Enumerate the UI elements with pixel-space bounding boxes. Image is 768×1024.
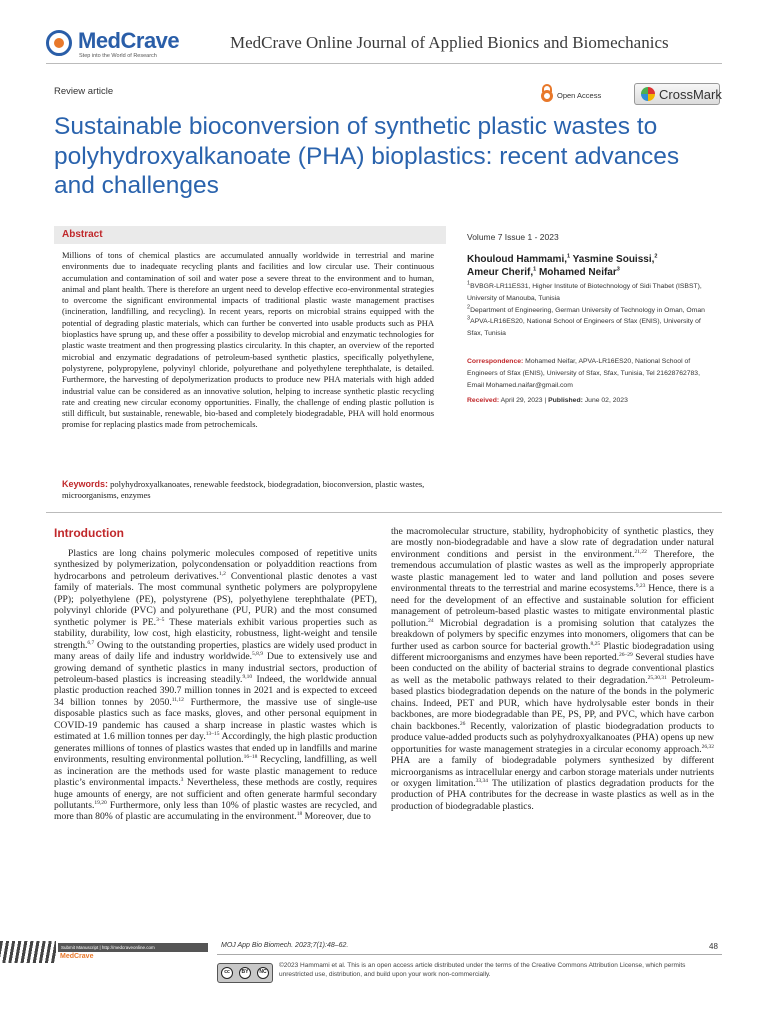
footer-bar [0,941,768,963]
author-name[interactable]: Mohamed Neifar [536,267,617,278]
body-column-left-text: Due to extensively use and growing demand of synthetic plastics in many industrial sectors, production of petroleum-based plastics is increasing steadily. [54,651,377,685]
citation-reference[interactable]: 19,20 [94,799,107,806]
body-column-left-text: Conventional plastic denotes a vast family of materials. The most communal synthetic polymers are polypropylene (PP); polyethylene (PE), polystyrene (PS), polyethylene terephthalate (PET), polyvinyl chloride (PVC) and polyurethane (PU, PUR) and the most consumed synthetic polymer is PE. [54,570,377,628]
author-list [467,253,717,279]
affiliation-text: APVA-LR16ES20, National School of Engineers of Sfax (ENIS), University of Sfax, Tunisia [467,318,701,338]
body-column-left-text: Recycling, landfilling, as well as incineration are the methods used for waste plastic management to reduce plastic’s environmental impacts. [54,754,377,789]
body-column-right-text: The utilization of plastics degradation products for the production of PHA contributes for the decrease in waste plastics as well as in the production of biodegradable plastics. [391,777,715,812]
abstract-text: Millions of tons of chemical plastics are accumulated annually worldwide in terrestrial and marine environments due to inadequate recycling plants and facilities and low circular use. Their continuous accumulation and contamination of soil and water pose a severe threat to the environment and to human, animal and plant health. There is therefore an urgent need to develop effective eco-environmental strategies to overcome the significant environmental impacts of traditional plastic waste management practises (incineration, landfilling, and recycling). In recent years, reports on microbial strains equipped with the potential of degrading plastic materials, which can further be converted into usable products such as PHA bioplastics have sprung up, and these offer a possibility to develop microbial and enzymatic technologies for plastic waste treatment and then progressing plastics circularity. In this chapter, an overview of the reported microbial and enzymatic degradations of petroleum-based synthetic plastics, specifically polyethylene, polystyrene, polypropylene, polyvinyl chloride, polyurethane and polyethylene terephthalate, is detailed. Furthermore, the harvesting of depolymerization products to produce new PHA materials with high added industrial value can be considered as an innovative solution, helping to increase synthetic plastic recycling rate and creating new circular economy opportunities. Finally, the challenge of ending plastic pollution is still difficult, but sustainable, renewable, bio-based and completely biodegradable, PHA will hold enormous promise for replacing plastics made from petrochemicals. [62,250,434,430]
author-affiliation-number: 1 [533,266,537,273]
body-column-left-text: Nevertheless, these methods are costly, requires huge amounts of energy, are not sufficient and often generate harmful secondary pollutants. [54,777,377,811]
citation-reference[interactable]: 25,30,31 [647,674,667,681]
body-column-left [54,548,377,823]
correspondence [467,356,717,391]
citation-reference[interactable]: 1,2 [218,570,226,577]
published-date: June 02, 2023 [582,397,628,404]
introduction-heading: Introduction [54,526,124,540]
crossmark-icon [641,87,655,101]
affiliation-text: Department of Engineering, German University of Technology in Oman, Oman [470,306,705,314]
keywords-label: Keywords: [62,479,109,489]
correspondence-text[interactable]: Mohamed Neifar, APVA-LR16ES20, National School of Engineers of Sfax (ENIS), University of Sfax, Sfax, Tunisia, Tel 21628762783, Email Mohamed.naifar@gmail.com [467,358,700,389]
body-column-right-text: Recently, valorization of plastic biodegradation products to produce value-added products such as polyhydroxyalkanoates (PHA) opens up new opportunities for waste management strategies in a circular economy approach. [391,720,715,755]
received-date: April 29, 2023 | [499,397,549,404]
medcrave-logo-icon [46,30,72,56]
body-column-left-text: Plastics are long chains polymeric molecules composed of repetitive units synthesized by polymerization, polycondensation or polyaddition reactions from hydrocarbons and petroleum derivatives. [54,548,377,582]
journal-name[interactable]: MedCrave Online Journal of Applied Bionics and Biomechanics [230,33,669,52]
body-column-right-text: Petroleum-based plastics biodegradation depends on the nature of the bonds in the polymeric chains. Indeed, PET and PUR, which have hydrolysable ester bonds in their backbones, are more biodegradable than PE, PS, PP, and PVC, which have carbon chain backbones. [391,674,714,732]
body-column-right-text: Microbial degradation is a promising solution that catalyzes the breakdown of polymers by specific enzymes into monomers, oligomers that can be further used as carbon source for bacterial growth. [391,617,714,652]
citation-reference[interactable]: 26 [459,720,466,727]
license-text: ©2023 Hammami et al. This is an open access article distributed under the terms of the Creative Commons Attribution License, which permits unrestricted use, distribution, and build upon your work non-commercially. [279,962,686,978]
citation-reference[interactable]: 5,8,9 [252,650,264,657]
citation-reference[interactable]: 13–15 [205,731,220,738]
published-label: Published: [548,397,583,404]
affiliation-item [467,281,717,305]
crossmark-button[interactable] [634,83,720,105]
citation-reference[interactable]: 16–18 [243,753,258,760]
citation-reference[interactable]: 26,32 [701,743,714,750]
affiliation-item [467,305,717,317]
body-column-right-text: Several studies have been conducted on the ability of bacterial strains to degrade conventional plastics as well as the metabolic pathways related to their degradation. [391,651,714,686]
footer-divider [217,954,722,955]
cc-nc-icon: NC [257,967,269,979]
body-column-left-text: Furthermore, the massive use of single-use disposable plastics such as face masks, gloves, and other personal equipment in COVID-19 pandemic has caused a sharp increase in plastic wastes which is estimated at 1.6 million tonnes per day. [54,696,377,743]
citation-reference[interactable]: 8,25 [590,640,601,647]
citation-reference[interactable]: 9,10 [242,673,253,680]
body-column-left-text: Moreover, due to [302,811,371,823]
author-affiliation-number: 1 [567,253,571,260]
citation-reference[interactable]: 6,7 [87,639,95,646]
author-affiliation-number: 2 [654,253,658,260]
header-divider [46,63,722,64]
crossmark-label: CrossMark [659,87,722,102]
author-affiliation-number: 3 [616,266,620,273]
section-divider [46,512,722,513]
citation-reference[interactable]: 18 [296,811,303,818]
cc-by-icon: BY [239,967,251,979]
citation-reference[interactable]: 24 [428,617,434,624]
affiliations [467,281,717,340]
body-column-left-text: Accordingly, the high plastic production generates millions of tonnes of plastics wastes that ended up in landfills and marine environments, resulting environmental pollution. [54,731,378,766]
article-dates [467,397,717,404]
page-number: 48 [709,942,718,951]
open-access-label: Open Access [557,91,602,100]
body-column-right [391,526,714,812]
cc-icon: cc [221,967,233,979]
body-column-left-text: These materials exhibit various properties such as stability, durability, low cost, high elasticity, robustness, light-weight and tensile strength. [54,616,378,651]
author-name[interactable]: Khoulоud Hammami, [467,254,568,265]
affiliation-text: BVBGR-LR11ES31, Higher Institute of Biotechnology of Sidi Thabet (ISBST), University of Manouba, Tunisia [467,283,702,302]
citation-reference[interactable]: 26–29 [619,651,633,658]
citation-reference[interactable]: 33,34 [475,777,488,784]
citation-reference[interactable]: 9,23 [635,583,646,590]
abstract-heading: Abstract [62,229,103,240]
citation-reference[interactable]: 21,22 [634,548,647,555]
body-column-right-text: PHA are a family of biodegradable polymers synthesized by different microorganisms as intracellular energy and carbon storage materials under nutrients or oxygen limitation. [391,755,714,789]
citation: MOJ App Bio Biomech. 2023;7(1):48‒62. [221,942,349,949]
article-title: Sustainable bioconversion of synthetic plastic wastes to polyhydroxyalkanoate (PHA) bioplastics: recent advances and challenges [54,113,680,199]
author-name[interactable]: Ameur Cherif, [467,267,534,278]
author-name[interactable]: Yasmine Souissi, [570,254,655,265]
affiliation-number: 1 [467,280,471,287]
body-column-right-text: Hence, there is a need for the development of an effective and sustainable solution for efficient management of petroleum-based plastic wastes to mitigate environmental plastic pollution. [391,583,715,629]
logo-name: MedCrave [78,28,180,53]
body-column-right-text: the macromolecular structure, stability, hydrophobicity of synthetic plastics, they are mostly non-biodegradable and have a slow rate of degradation under natural environment conditions and persist in the environment. [391,526,714,560]
body-column-left-text: Indeed, the worldwide annual plastic production reached 390.7 million tonnes in 2021 and is expected to exceed 34 billion tonnes by 2050. [54,673,377,708]
correspondence-label: Correspondence: [467,358,524,365]
body-column-right-text: Therefore, the tremendous accumulation of plastic wastes as well as the improperly appropriate waste plastic management led to water and land pollution and poses severe environmental threats to the terrestrial and marine ecosystems. [391,548,714,595]
keywords [62,479,438,501]
submit-manuscript-link[interactable]: Submit Manuscript | http://medcraveonline.com [58,943,208,952]
footer-stripes [0,941,56,963]
affiliation-item [467,316,717,340]
citation-reference[interactable]: 3 [180,776,184,783]
received-label: Received: [467,397,500,404]
logo-tagline: Step into the World of Research [79,53,157,59]
body-column-left-text: Furthermore, only less than 10% of plastic wastes are recycled, and more than 80% of plastic are accumulating in the environment. [54,799,377,823]
volume-issue: Volume 7 Issue 1 - 2023 [467,232,559,242]
citation-reference[interactable]: 11,12 [171,696,184,703]
keywords-list: polyhydroxyalkanoates, renewable feedstock, biodegradation, bioconversion, plastic wastes, microorganisms, enzymes [62,479,425,500]
abstract-header-bar [54,226,446,244]
body-column-left-text: Owing to the outstanding properties, plastics are widely used product in many areas of daily life and industry worldwide. [54,639,377,663]
affiliation-number: 2 [467,304,471,311]
article-type: Review article [54,86,114,97]
body-column-right-text: Plastic biodegradation using different microorganisms and enzymes have been reported. [391,640,714,663]
citation-reference[interactable]: 3–5 [156,616,165,623]
open-access-icon [541,84,553,102]
footer-logo[interactable]: MedCrave [60,953,94,960]
medcrave-logo[interactable] [46,28,196,62]
creative-commons-badge[interactable] [217,963,273,983]
affiliation-number: 3 [467,316,471,323]
